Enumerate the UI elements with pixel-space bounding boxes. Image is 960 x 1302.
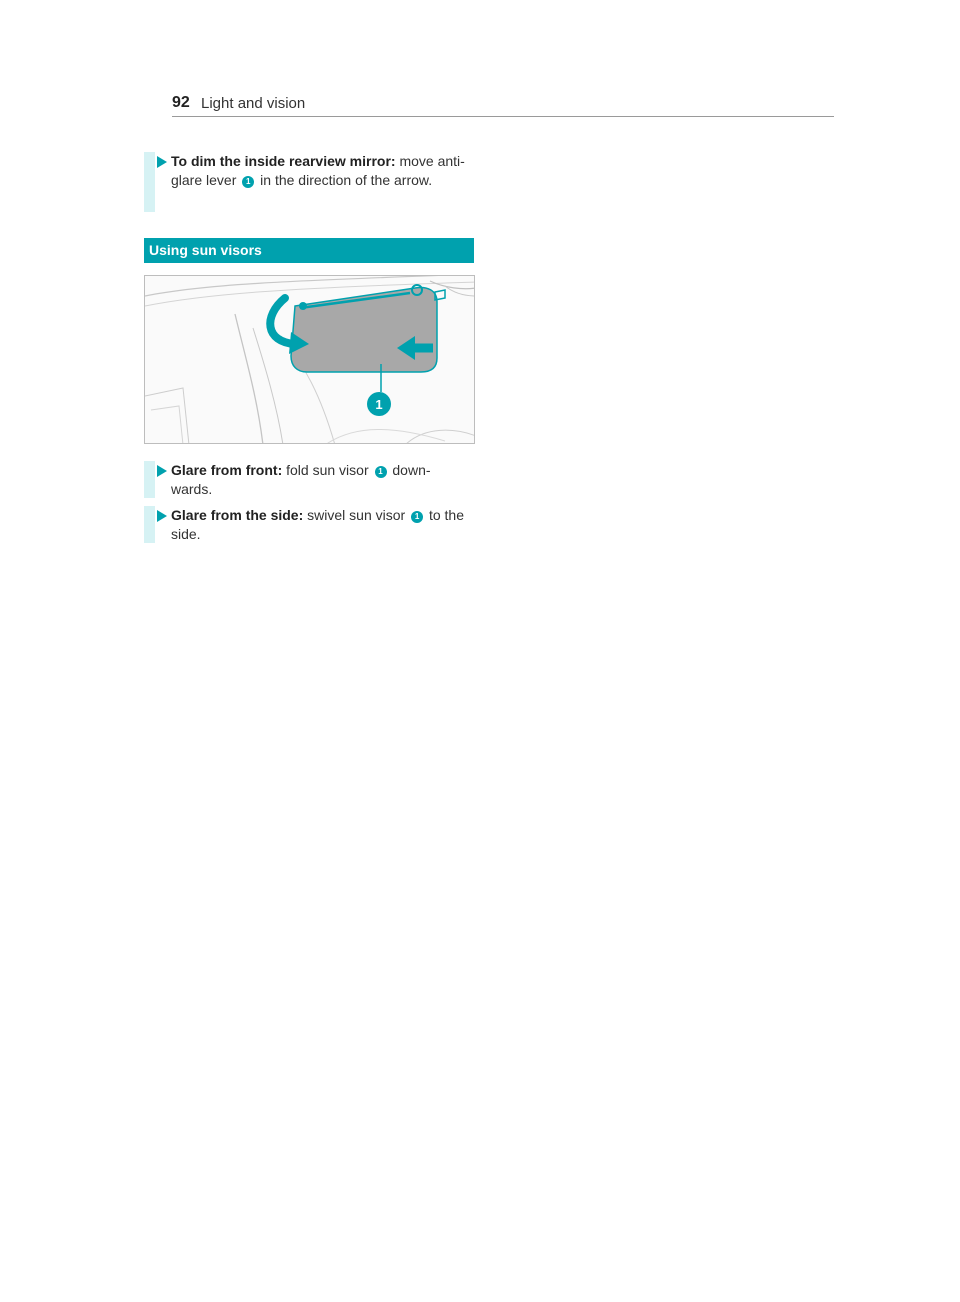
figure-callout-number: 1 (375, 397, 383, 412)
sun-visor-illustration (144, 275, 475, 444)
step-body: move anti-glare lever (171, 153, 465, 188)
step-text (171, 506, 471, 544)
step-bar (144, 461, 155, 498)
chapter-title: Light and vision (201, 95, 306, 112)
step-body: swivel sun visor (307, 507, 406, 523)
step-label: Glare from the side: (171, 507, 304, 523)
section-heading (144, 238, 474, 263)
step-bar (144, 506, 155, 543)
sun-visor-drawing (145, 276, 475, 444)
step-body-end: down-wards. (171, 462, 431, 497)
step-glare-front (144, 461, 474, 498)
step-arrow-icon (157, 156, 167, 168)
step-text (171, 461, 471, 499)
step-label: Glare from front: (171, 462, 283, 478)
step-body-end: to the side. (171, 507, 464, 542)
step-bar (144, 152, 155, 212)
header-divider (172, 116, 834, 117)
page-header (172, 94, 834, 118)
step-text (171, 152, 471, 190)
step-label: To dim the inside rearview mirror: (171, 153, 396, 169)
section-title: Using sun visors (149, 242, 262, 258)
page-number: 92 (172, 94, 190, 111)
step-body: fold sun visor (286, 462, 369, 478)
step-glare-side (144, 506, 474, 543)
step-dim-mirror (144, 152, 474, 212)
step-arrow-icon (157, 465, 167, 477)
step-arrow-icon (157, 510, 167, 522)
callout-1-icon: 1 (411, 511, 423, 523)
callout-1-icon: 1 (242, 176, 254, 188)
callout-1-icon: 1 (375, 466, 387, 478)
step-body-end: in the direction of the arrow. (260, 172, 433, 188)
